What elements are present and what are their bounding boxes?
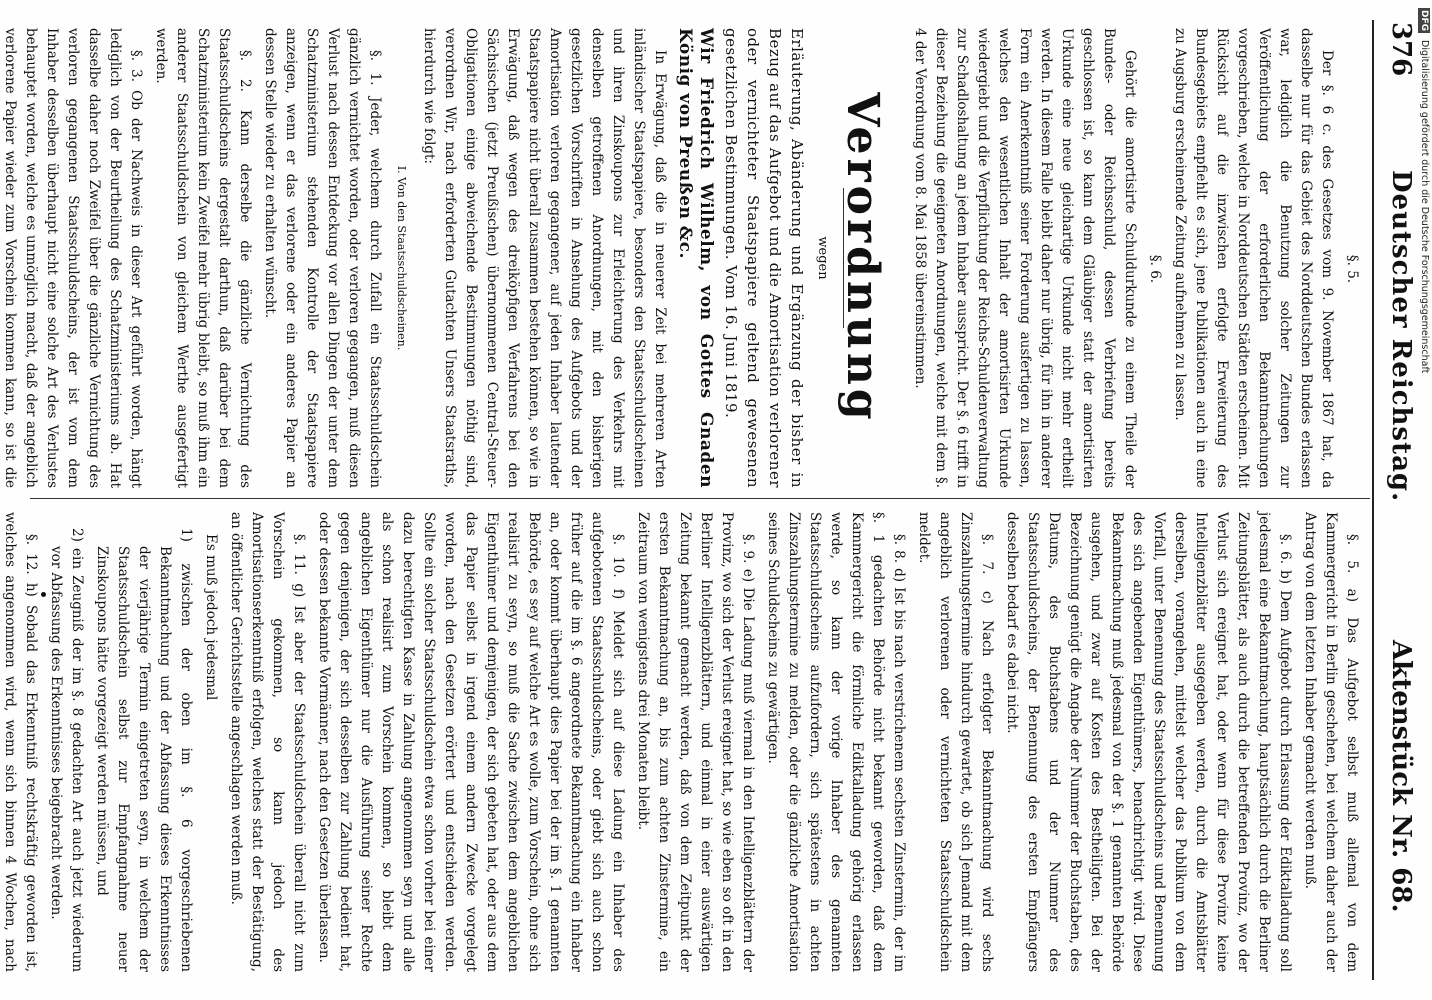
section-7c-text: §. 7. c) Nach erfolgter Bekanntmachung wird sechs Zinszahlungstermine hindurch gewartet, ob sich Jemand mit dem angeblich verlorenen oder vernichteten Staatsschuldschein meldet.: [916, 512, 995, 972]
ordinance-title: Verordnung: [837, 92, 888, 424]
digitization-credit: [1418, 8, 1430, 373]
section-6b-text: §. 6. b) Dem Aufgebot durch Erlassung der Ediktalladung soll jedesmal eine Bekanntmachung, hauptsächlich durch die Berliner Zeitungsblätter, als auch durch die betreffenden Provinz, wo der Verlust sich ereignet hat, oder wenn für diese Provinz keine Intelligenzblätter ausgegeben werden, durch die Amtsblätter derselben, vorangehen, mittelst welcher das Publikum von dem Vorfall, unter Benennung des Staatsschuldscheins und Benennung des sich angebenden Eigenthümers, benachrichtigt wird. Diese Bekanntmachung muß jedesmal von der §. 1 genannten Behörde ausgehen, und zwar auf Kosten des Bestheiligten. Bei der Bezeichnung genügt die Angabe der Nummer der Buchstaben, des Datums, des Buchstabens und der Nummer des Staatsschuldscheins, der Benennung des ersten Empfängers desselben bedarf es dabei nicht.: [1004, 512, 1293, 972]
right-column: [0, 512, 1362, 972]
king-line: Wir Friedrich Wilhelm, von Gottes Gnaden König von Preußen &c.: [675, 28, 716, 488]
running-title-right: Aktenstück Nr. 68.: [1386, 640, 1416, 913]
section-3-text: §. 3. Ob der Nachweis in dieser Art geführt worden, hängt lediglich von der Beurtheilung des Schatzministeriums ab. Hat dasselbe daher noch Zweifel über die gänzliche Vernichtung des verloren gegangenen Staatsschuldscheins, der ist vom dem Inhaber desselben überhaupt nicht eine solche Art des Verlustes behauptet worden, welche es unmöglich macht, daß der angeblich verlorene Papier wieder zum Vorschein kommen kann, so ist die: [2, 28, 144, 488]
list-item-1: 1) zwischen der oben im §. 6 vorgeschriebenen Bekanntmachung und der Abfassung dieses Erkenntnisses der vierjährige Termin eingetreten seyn, in welchem der Staatsschuldschein selbst zur Empfangnahme neuer Zinskoupons hätte vorgezeigt werden müssen, und: [94, 528, 194, 972]
section-2-text: §. 2. Kann derselbe die gänzliche Vernichtung des Staatsschuldscheins dergestalt darthun, daß darüber bei dem Schatzministerium kein Zweifel mehr übrig bleibt, so muß ihm ein anderer Staatsschuldschein von gleichem Werthe ausgefertigt werden.: [153, 28, 253, 488]
running-title-left: Deutscher Reichstag.: [1386, 170, 1416, 503]
ordinance-wegen: wegen: [815, 236, 830, 280]
page-number: 376: [1386, 22, 1416, 77]
left-column: [0, 28, 1362, 488]
section-8d-text: §. 8. d) Ist bis nach verstrichenem sechsten Zinstermin, der im §. 1 gedachten Behörde nicht bekannt geworden, daß dem Kammergericht die förmliche Ediktalladung gehörig erlassen werde, so kann der vorige Inhaber des genannten Staatsschuldscheins aufzufordern, sich spätestens in achten Zinszahlungstermine zu melden, oder die gänzliche Amortisation seines Schuldscheins zu gewärtigen.: [765, 512, 907, 972]
section-5-heading: §. 5.: [1344, 254, 1360, 284]
section-5a-text: §. 5. a) Das Aufgebot selbst muß allemal von dem Kammergericht in Berlin geschehen, bei welchem daher auch der Antrag von dem letzten Inhaber gemacht werden muß.: [1302, 512, 1360, 972]
credit-text: Digitalisierung gefördert durch die Deutsche Forschungsgemeinschaft: [1419, 40, 1430, 374]
dfg-logo: DFG: [1419, 10, 1429, 32]
section-I-heading: I. Von den Staatsschuldscheinen.: [395, 165, 408, 351]
intro-text: In Erwägung, daß die in neuerer Zeit bei mehreren Arten inländischer Staatspapiere, besonders den Staatsschuldscheinen und ihren Zinskoupons zur Erleichterung des Verkehrs mit denselben getroffenen Anordnungen, mit den bisherigen gesetzlichen Vorschriften in Ansehung des Aufgebots und der Amortisation verloren gegangener, auf jeden Inhaber lautender Staatspapiere nicht überall zusammen bestehen können, so wie in Erwägung, daß wegen des dreiköpfigen Verfahrens bei den Sächsischen (jetzt Preußischen) übernommenen Central-Steuer-Obligationen einige abweichende Bestimmungen nöthig sind, verordnen Wir, nach erforderten Gutachten Unsers Staatsraths, hierdurch wie folgt:: [421, 28, 668, 488]
section-12-text: §. 12. h) Sobald das Erkenntniß rechtskräftig geworden ist, welches angenommen wird, wenn sich binnen 4 Wochen, nach: [2, 512, 39, 972]
ink-dot: [41, 592, 46, 597]
section-9e-text: §. 9. e) Die Ladung muß viermal in den Intelligenzblättern der Provinz, wo sich der Verlust ereignet hat, so wie eben so oft in den Berliner Intelligenzblättern, und einmal in einer auswärtigen Zeitung bekannt gemacht werden, daß von dem Zeitpunkt der ersten Bekanntmachung an, bis zum achten Zinstermine, ein Zeitraum von wenigstens drei Monaten bleibt.: [635, 512, 756, 972]
section-1-text: §. 1. Jeder, welchem durch Zufall ein Staatsschuldschein gänzlich vernichtet worden, oder verloren gegangen, muß diesen Verlust nach dessen Entdeckung vor allen Dingen der unter dem Schatzministerium stehenden Kontrolle der Staatspapiere anzeigen, wenn er das verlorene oder ein anderes Papier an dessen Stelle wieder zu erhalten wünscht.: [262, 28, 383, 488]
section-6-text: Gehört die amortisirte Schuldurkunde zu einem Theile der Bundes- oder Reichsschuld, dessen Verbriefung bereits geschlossen ist, so kann dem Gläubiger statt der amortisirten Urkunde eine neue gleichartige Urkunde nicht mehr ertheilt werden. In diesem Falle bleibt daher nur übrig, für ihn in anderer Form ein Anerkenntniß seiner Forderung ausfertigen zu lassen, welches den wesentlichen Inhalt der amortisirten Urkunde wiedergiebt und die Verpflichtung der Reichs-Schuldenverwaltung zur Schadloshaltung an jedem Inhaber ausspricht. Der §. 6 trifft in dieser Beziehung die geeigneten Anordnungen, welche mit dem §. 4 der Verordnung vom 8. Mai 1858 übereinstimmen.: [912, 28, 1138, 488]
section-6-heading: §. 6.: [1147, 254, 1163, 284]
section-11-muss: Es muß jedoch jedesmal: [203, 534, 219, 701]
column-divider: [30, 498, 1370, 499]
section-11g-text: §. 11. g) Ist aber der Staatsschuldschein überall nicht zum Vorschein gekommen, so kann jedoch des Amortisationserkenntniß erfolgen, welches statt der Bestätigung, an öffentlicher Gerichtsstelle angeschlagen werden muß.: [228, 512, 307, 972]
section-5-text: Der §. 6 c. des Gesetzes vom 9. November 1867 hat, da dasselbe nur für das Gebiet des Norddeutschen Bundes erlassen war, lediglich die Benutzung solcher Zeitungen zur Veröffentlichung der erforderlichen Bekanntmachungen vorgeschrieben, welche in Norddeutschen Städten erscheinen. Mit Rücksicht auf die inzwischen erfolgte Erweiterung des Bundesgebiets empfiehlt es sich, jene Publikationen auch in eine zu Augsburg erscheinende Zeitung aufnehmen zu lassen.: [1172, 28, 1335, 488]
section-10f-text: §. 10. f) Meldet sich auf diese Ladung ein Inhaber des aufgebotenen Staatsschuldscheins, oder giebt sich auch schon früher auf die im §. 6 angeordnete Bekanntmachung ein Inhaber an, oder kommt überhaupt dies Papier bei der im §. 1 genannten Behörde, es sey auf welche Art es wolle, zum Vorschein, ohne sich realisirt zu seyn, so muß die Sache zwischen dem angeblichen Eigenthümer und demjenigen, der sich gebeten hat, oder aus dem das Papier selbst in irgend einem andern Zwecke vorgelegt worden, nach den Gesetzen erörtert und entschieden werden. Sollte ein solcher Staatsschuldschein etwa schon vorher bei einer dazu berechtigten Kasse in Zahlung angenommen seyn und alle als schon realisirt zum Vorschein kommen, so bleibt dem angeblichen Eigenthümer nur die Ausführung seiner Rechte gegen denjenigen, der sich desselben zur Zahlung bedient hat, oder dessen bekannte Vormänner, nach den Gesetzen überlassen.: [316, 512, 626, 972]
header-rule: [1372, 20, 1374, 980]
ordinance-description: Erläuterung, Abänderung und Ergänzung der bisher in Bezug auf das Aufgebot und die Amortisation verlorener oder vernichteter Staatspapiere geltend gewesenen gesetzlichen Bestimmungen. Vom 16. Juni 1819.: [722, 28, 806, 488]
list-item-2: 2) ein Zeugniß der im §. 8 gedachten Art auch jetzt wiederum vor Abfassung des Erkenntnisses beigebracht werden.: [48, 528, 85, 972]
